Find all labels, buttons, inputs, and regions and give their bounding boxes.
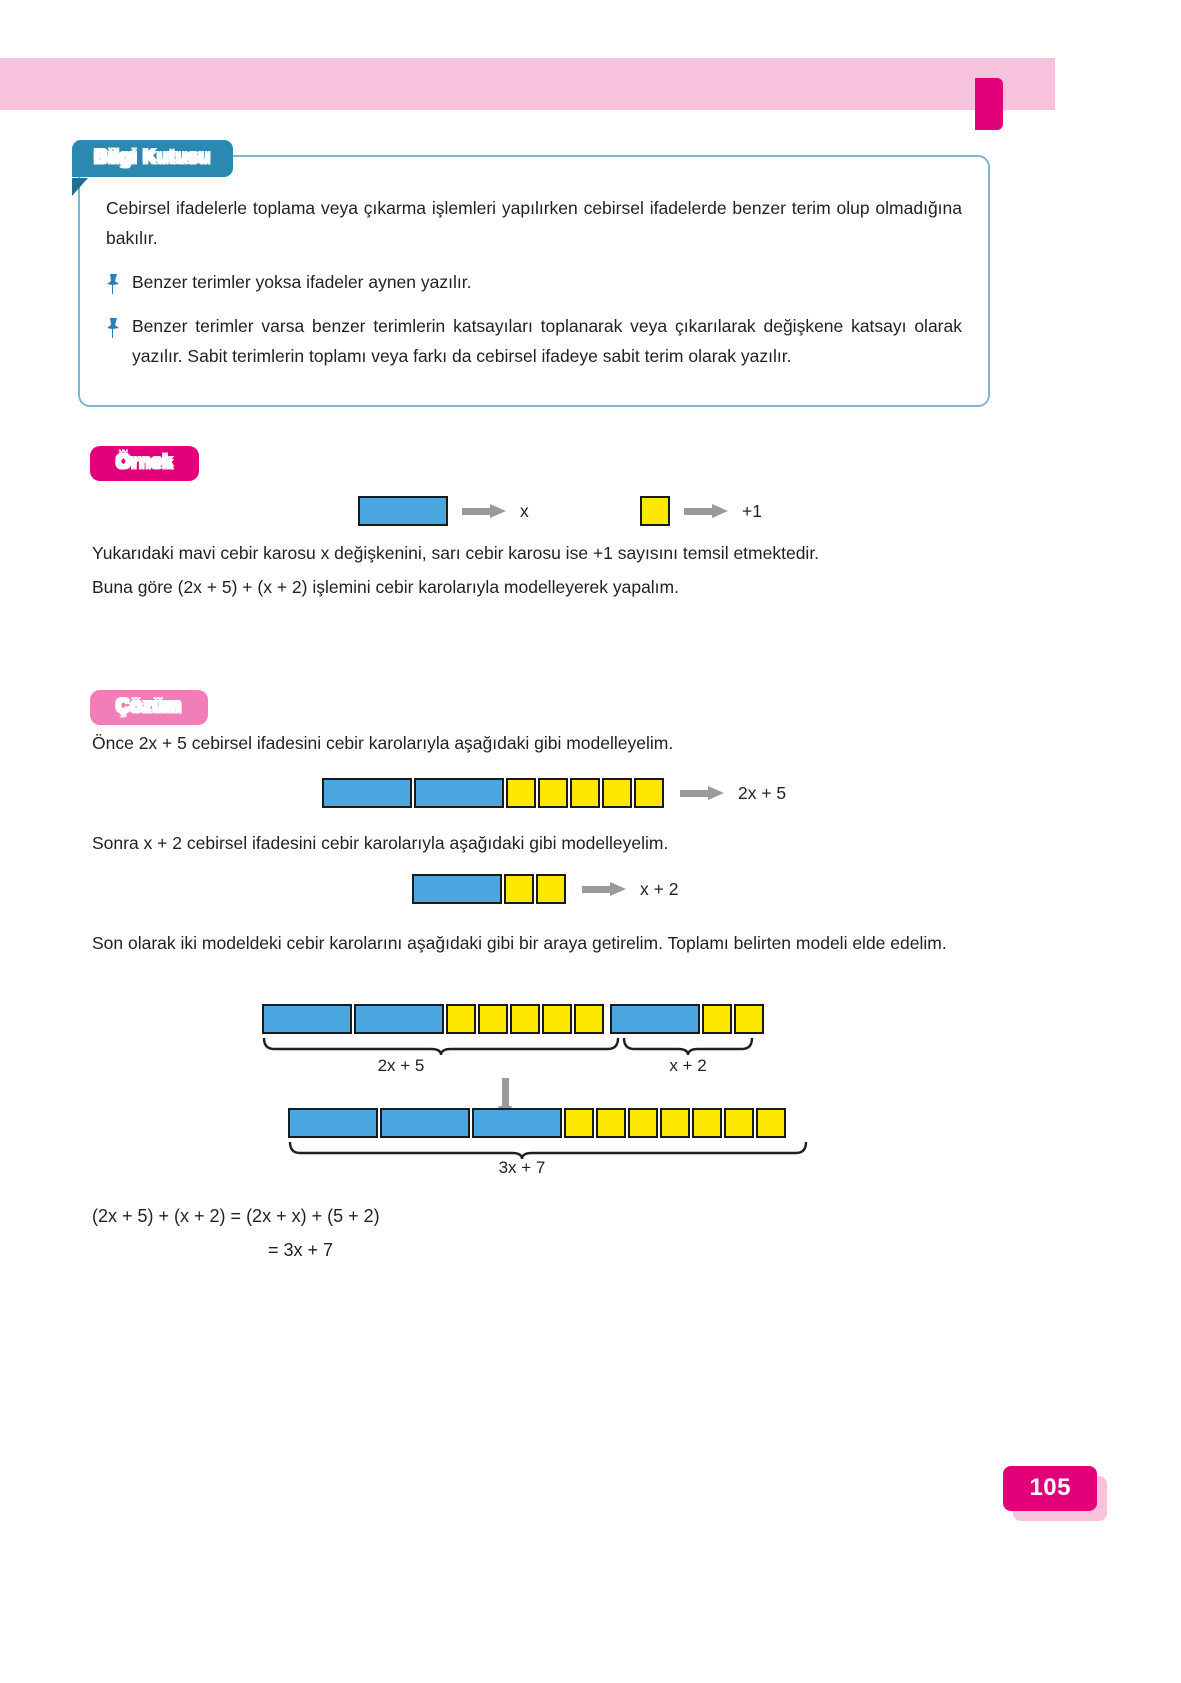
yellow-unit-tile [446, 1004, 476, 1034]
info-box-item [106, 311, 962, 371]
yellow-unit-tile [634, 778, 664, 808]
yellow-unit-tile [506, 778, 536, 808]
solution-step3-text: Son olarak iki modeldeki cebir karolarını aşağıdaki gibi bir araya getirelim. Toplamı belirten modeli elde edelim. [92, 933, 947, 953]
arrow-right-icon [462, 504, 508, 518]
yellow-unit-tile [478, 1004, 508, 1034]
arrow-right-icon [582, 882, 628, 896]
equation-line-2: = 3x + 7 [268, 1240, 334, 1260]
yellow-tiles-group [506, 778, 664, 808]
blue-x-tile [414, 778, 504, 808]
arrow-right-icon [684, 504, 730, 518]
yellow-unit-tile [564, 1108, 594, 1138]
combined-right-group [610, 1004, 764, 1034]
model-combined [262, 1004, 764, 1034]
yellow-unit-tile [702, 1004, 732, 1034]
blue-x-tile [262, 1004, 352, 1034]
brace-label-result: 3x + 7 [498, 1158, 546, 1177]
yellow-unit-tile [596, 1108, 626, 1138]
info-box [78, 155, 990, 407]
example-line-1: Yukarıdaki mavi cebir karosu x değişkenini, sarı cebir karosu ise +1 sayısını temsil etmektedir. [92, 543, 820, 563]
info-box-item-text: Benzer terimler varsa benzer terimlerin katsayıları toplanarak veya çıkarılarak değişkene katsayı olarak yazılır. Sabit terimlerin toplamı veya farkı da cebirsel ifadeye sabit terim olarak yazılır. [132, 316, 962, 366]
blue-x-tile [288, 1108, 378, 1138]
blue-x-tile [354, 1004, 444, 1034]
equation-line-1: (2x + 5) + (x + 2) = (2x + x) + (5 + 2) [92, 1206, 380, 1226]
yellow-unit-tile [538, 778, 568, 808]
blue-tiles-group [322, 778, 504, 808]
info-box-tag: Bilgi Kutusu [72, 140, 233, 177]
legend-yellow-tile-group [640, 496, 762, 526]
blue-x-tile [472, 1108, 562, 1138]
info-box-paragraph: Cebirsel ifadelerle toplama veya çıkarma işlemleri yapılırken cebirsel ifadelerde benzer terim olup olmadığına bakılır. [106, 198, 962, 248]
model-x-plus-2-label: x + 2 [640, 878, 679, 899]
solution-step2-text: Sonra x + 2 cebirsel ifadesini cebir karolarıyla aşağıdaki gibi modelleyelim. [92, 833, 669, 853]
yellow-unit-tile [542, 1004, 572, 1034]
combined-left-group [262, 1004, 604, 1034]
yellow-unit-tile [692, 1108, 722, 1138]
page-number-wrapper [1003, 1466, 1097, 1511]
result-yellow-group [564, 1108, 786, 1138]
brace-group [262, 1036, 788, 1056]
blue-x-tile [358, 496, 448, 526]
legend-yellow-label: +1 [742, 500, 762, 521]
brace-label-left: 2x + 5 [377, 1056, 425, 1075]
yellow-unit-tile [510, 1004, 540, 1034]
result-blue-group [288, 1108, 562, 1138]
yellow-unit-tile [660, 1108, 690, 1138]
brace-result [288, 1140, 816, 1160]
blue-x-tile [380, 1108, 470, 1138]
pushpin-icon [106, 317, 120, 339]
yellow-unit-tile [724, 1108, 754, 1138]
yellow-unit-tile [602, 778, 632, 808]
page-number: 105 [1003, 1466, 1097, 1511]
yellow-unit-tile [536, 874, 566, 904]
legend-blue-label: x [520, 500, 529, 521]
blue-x-tile [610, 1004, 700, 1034]
brace-label-right: x + 2 [669, 1056, 707, 1075]
yellow-unit-tile [640, 496, 670, 526]
yellow-unit-tile [734, 1004, 764, 1034]
yellow-unit-tile [756, 1108, 786, 1138]
info-box-item [106, 267, 962, 297]
info-box-item-text: Benzer terimler yoksa ifadeler aynen yazılır. [132, 272, 472, 292]
yellow-unit-tile [570, 778, 600, 808]
yellow-tiles-group [504, 874, 566, 904]
legend-blue-tile-group [358, 496, 529, 526]
model-x-plus-2 [412, 874, 678, 904]
example-line-2: Buna göre (2x + 5) + (x + 2) işlemini cebir karolarıyla modelleyerek yapalım. [92, 577, 679, 597]
arrow-right-icon [680, 786, 726, 800]
yellow-unit-tile [574, 1004, 604, 1034]
blue-x-tile [412, 874, 502, 904]
header-band-tab [975, 78, 1003, 130]
model-2x-plus-5-label: 2x + 5 [738, 782, 787, 803]
model-2x-plus-5 [322, 778, 786, 808]
solution-step1-text: Önce 2x + 5 cebirsel ifadesini cebir karolarıyla aşağıdaki gibi modelleyelim. [92, 733, 674, 753]
ornek-badge: Örnek [90, 446, 199, 481]
blue-x-tile [322, 778, 412, 808]
yellow-unit-tile [628, 1108, 658, 1138]
pushpin-icon [106, 273, 120, 295]
cozum-badge: Çözüm [90, 690, 208, 725]
model-result [288, 1108, 786, 1138]
header-band [0, 58, 1055, 110]
yellow-unit-tile [504, 874, 534, 904]
